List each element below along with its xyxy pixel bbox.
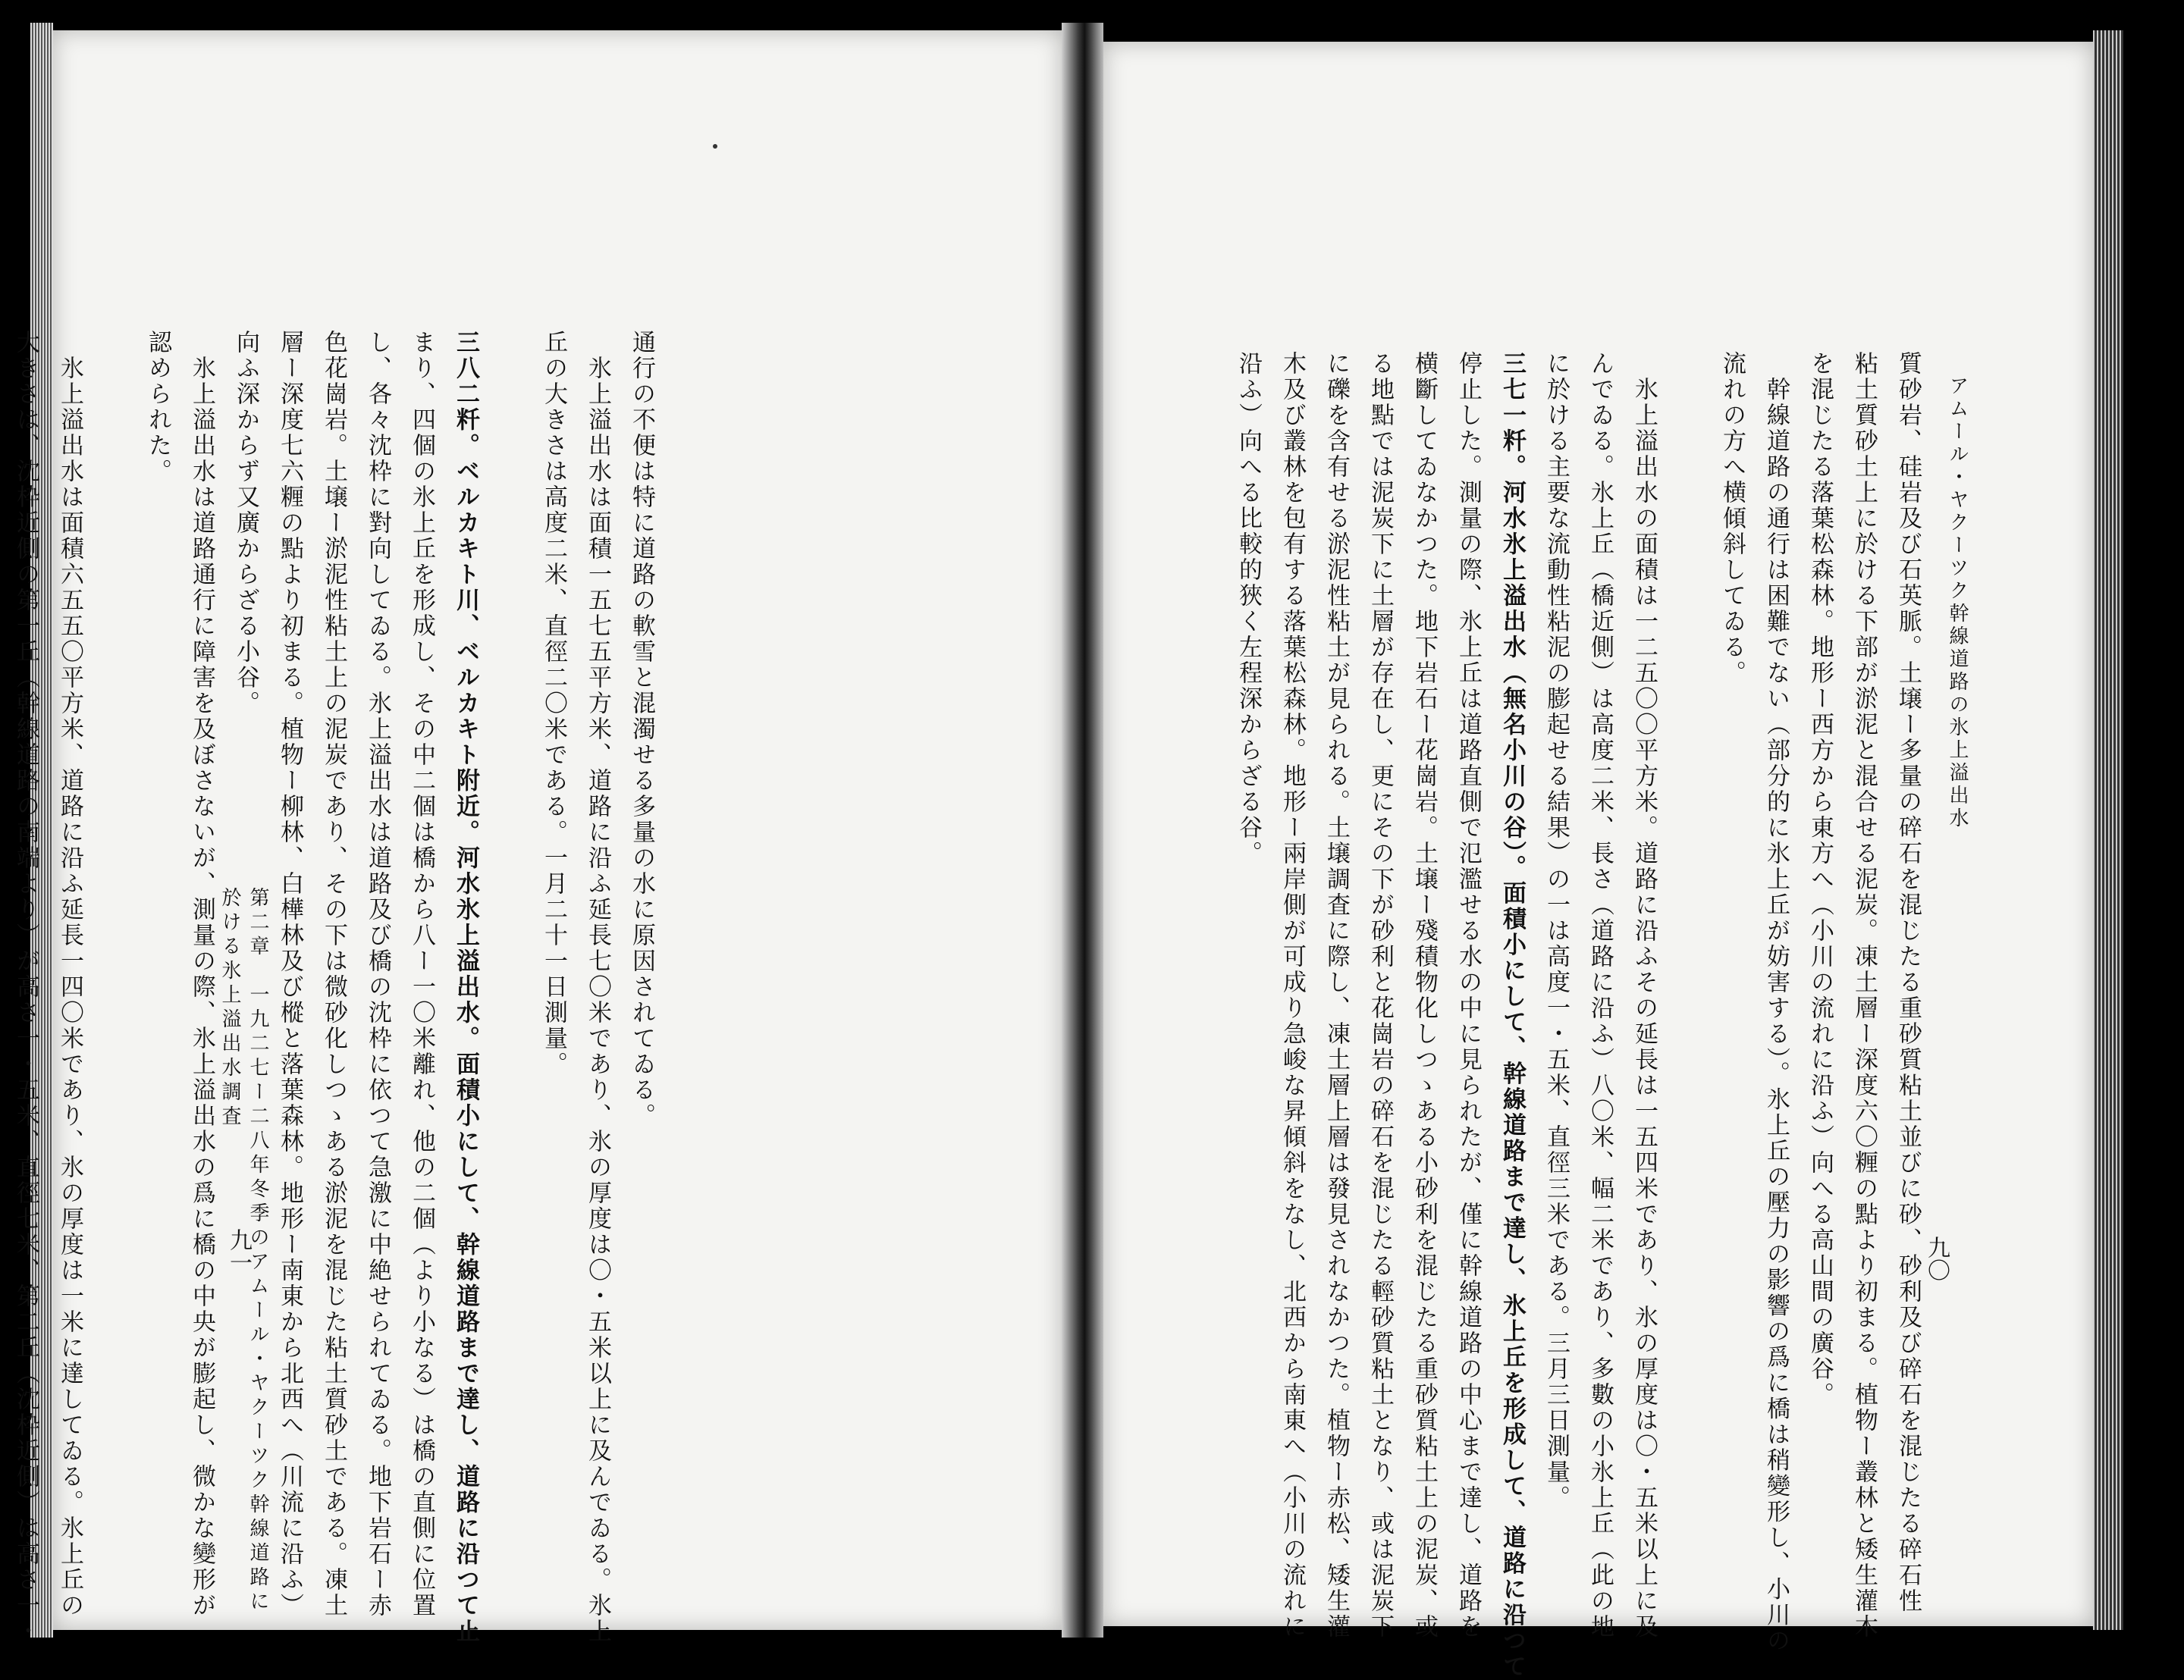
text-column: 粘土質砂土上に於ける下部が淤泥と混合せる泥炭。凍土層ー深度六〇糎の點より初まる。植物ー叢林と矮生灌木: [1850, 351, 1878, 1640]
text-column: 質砂岩、硅岩及び石英脈。土壌ー多量の碎石を混じたる重砂質粘土並びに砂、砂利及び碎石を混じたる碎石性: [1894, 351, 1922, 1614]
text-column: 向ふ深からず又廣からざる小谷。: [232, 330, 259, 716]
text-column: [0, 330, 4, 1349]
text-column: を混じたる落葉松森林。地形ー西方から東方へ（小川の流れに沿ふ）向へる高山間の廣谷。: [1806, 351, 1834, 1408]
text-column: 認められた。: [144, 330, 171, 484]
page-edges-right: [2093, 30, 2123, 1630]
text-column: 通行の不便は特に道路の軟雪と混濁せる多量の水に原因されてゐる。: [628, 330, 655, 1129]
text-column: 横斷してゐなかつた。地下岩石ー花崗岩。土壌ー殘積物化しつゝある小砂利を混じたる重砂質粘土上の泥炭、或: [1410, 351, 1438, 1640]
text-column: 氷上溢出水は面積一五七五平方米、道路に沿ふ延長七〇米であり、氷の厚度は〇・五米以上に及んでゐる。氷上: [584, 356, 611, 1644]
right-page: [1103, 42, 2093, 1680]
text-column: 氷上溢出水は道路通行に障害を及ぼさないが、測量の際、氷上溢出水の爲に橋の中央が膨起し、微かな變形が: [188, 356, 215, 1619]
text-column: 層ー深度七六糎の點より初まる。植物ー柳林、白樺林及び樅と落葉森林。地形ー南東から北西へ（川流に沿ふ）: [276, 330, 303, 1619]
text-column: 大きさは、沈枠近側の第一丘（幹線道路の南端より）が高さ一・五米、直徑七米、第二丘（沈枠近側）は高さ一・: [12, 330, 39, 1644]
text-column: 沿ふ）向へる比較的狹く左程深からざる谷。: [1235, 351, 1262, 867]
speck: [713, 144, 717, 149]
text-column: に於ける主要な流動性粘泥の膨起せる結果）の一は高度一・五米、直徑三米である。三月三日測量。: [1542, 351, 1570, 1511]
text-column: 流れの方へ横傾斜してゐる。: [1718, 351, 1746, 686]
text-column: 氷上溢出水は面積六五五〇平方米、道路に沿ふ延長一四〇米であり、氷の厚度は一米に達してゐる。氷上丘の: [56, 356, 83, 1619]
page-number: 九一: [225, 1228, 252, 1274]
text-column: 色花崗岩。土壌ー淤泥性粘土上の泥炭であり、その下は微砂化しつゝある淤泥を混じた粘土質砂土である。凍土: [320, 330, 347, 1619]
text-column: んでゐる。氷上丘（橋近側）は高度二米、長さ（道路に沿ふ）八〇米、幅二米であり、多數の小氷上丘（此の地: [1586, 351, 1614, 1640]
running-title: アムール・ヤクーツク幹線道路の氷上溢出水: [1946, 375, 1969, 830]
book-gutter: [1062, 23, 1103, 1638]
text-column: 三八二粁。ベルカキト川、ベルカキト附近。河水氷上溢出水。面積小にして、幹線道路まで達し、道路に沿つて止: [452, 330, 479, 1644]
column-gap: [1666, 351, 1710, 1295]
text-column: に礫を含有せる淤泥性粘土が見られる。土壌調査に際し、凍土層上層は發見されなかつた。植物ー赤松、矮生灌: [1323, 351, 1350, 1640]
text-column: 三七一粁。河水氷上溢出水（無名小川の谷）。面積小にして、幹線道路まで達し、氷上丘を形成して、道路に沿つて: [1498, 351, 1526, 1680]
column-gap: [92, 330, 136, 1349]
text-column: まり、四個の氷上丘を形成し、その中二個は橋から八ー一〇米離れ、他の二個（より小なる）は橋の直側に位置: [408, 330, 435, 1619]
text-column: 氷上溢出水の面積は一二五〇〇平方米。道路に沿ふその延長は一五四米であり、氷の厚度は〇・五米以上に及: [1630, 377, 1658, 1640]
text-column: 停止した。測量の際、氷上丘は道路直側で氾濫せる水の中に見られたが、僅に幹線道路の中心まで達し、道路を: [1454, 351, 1482, 1640]
text-column: 幹線道路の通行は困難でない（部分的に氷上丘が妨害する）。氷上丘の壓力の影響の爲に橋は稍變形し、小川の: [1762, 377, 1790, 1654]
right-page-body: [1226, 351, 1930, 1680]
page-number: 九〇: [1923, 1236, 1950, 1281]
left-page: [12, 30, 1062, 1644]
text-column: 木及び叢林を包有する落葉松森林。地形ー兩岸側が可成り急峻な昇傾斜をなし、北西から南東へ（小川の流れに: [1279, 351, 1306, 1640]
text-column: る地點では泥炭下に土層が存在し、更にその下が砂利と花崗岩の碎石を混じたる輕砂質粘土となり、或は泥炭下: [1367, 351, 1394, 1640]
chapter-footer: 第二章 一九二七ー二八年冬季のアムール・ヤクーツク幹線道路に於ける氷上溢出水調査: [218, 887, 269, 1615]
text-column: 丘の大きさは高度二米、直徑二〇米である。一月二十一日測量。: [540, 330, 567, 1077]
text-column: し、各々沈枠に對向してゐる。氷上溢出水は道路及び橋の沈枠に依つて急激に中絶せられてゐる。地下岩石ー赤: [364, 330, 391, 1619]
column-gap: [488, 330, 532, 1349]
left-page-body: [0, 330, 664, 1644]
